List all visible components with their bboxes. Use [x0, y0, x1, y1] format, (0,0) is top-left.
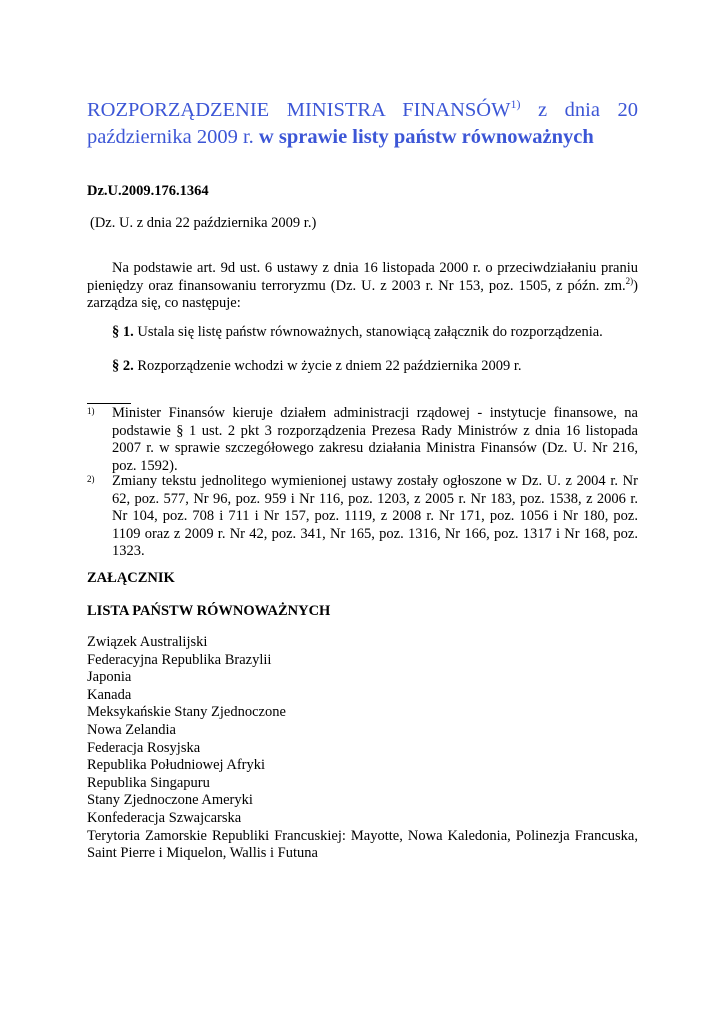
footnote-2-text: Zmiany tekstu jednolitego wymienionej ustawy zostały ogłoszone w Dz. U. z 2004 r. Nr 62, poz. 577, Nr 96, poz. 959 i Nr 116, poz. 1203, z 2005 r. Nr 183, poz. 1538, z 2006 r. Nr 104, poz. 708 i 711 i Nr 157, poz. 1119, z 2008 r. Nr 171, poz. 1056 i Nr 180, poz. 1109 oraz z 2009 r. Nr 42, poz. 341, Nr 165, poz. 1316, Nr 166, poz. 1317 i Nr 168, poz. 1323. — [112, 473, 638, 559]
section-2 — [112, 358, 521, 375]
list-item: Kanada — [87, 686, 132, 703]
list-item: Federacja Rosyjska — [87, 739, 201, 756]
list-item: Stany Zjednoczone Ameryki — [87, 792, 253, 809]
journal-date: (Dz. U. z dnia 22 października 2009 r.) — [90, 215, 317, 231]
legal-basis-footnote-ref: 2) — [625, 275, 634, 286]
list-item: Meksykańskie Stany Zjednoczone — [87, 704, 286, 721]
footnote-divider — [87, 403, 131, 404]
footnote-1-mark: 1) — [87, 406, 95, 416]
journal-reference: Dz.U.2009.176.1364 — [87, 183, 209, 199]
list-item: Nowa Zelandia — [87, 721, 176, 738]
country-list — [87, 634, 638, 863]
footnote-1 — [87, 405, 638, 475]
list-item: Związek Australijski — [87, 634, 208, 650]
legal-basis-tail: ) zarządza się, co następuje: — [87, 277, 638, 311]
list-item: Federacyjna Republika Brazylii — [87, 651, 272, 668]
title-footnote-ref: 1) — [510, 97, 521, 112]
list-item: Terytoria Zamorskie Republiki Francuskiej: Mayotte, Nowa Kaledonia, Polinezja Francuska, Saint Pierre i Miquelon, Wallis i Futuna — [87, 827, 638, 862]
footnote-1-text: Minister Finansów kieruje działem administracji rządowej - instytucje finansowe, na podstawie § 1 ust. 2 pkt 3 rozporządzenia Prezesa Rady Ministrów z dnia 16 listopada 2007 r. w sprawie szczegółowego zakresu działania Ministra Finansów (Dz. U. Nr 216, poz. 1592). — [112, 405, 638, 474]
legal-basis-paragraph — [87, 260, 638, 313]
document-title — [87, 97, 638, 151]
annex-heading: ZAŁĄCZNIK — [87, 570, 175, 586]
list-item: Republika Południowej Afryki — [87, 757, 266, 774]
title-main: ROZPORZĄDZENIE MINISTRA FINANSÓW — [87, 99, 511, 121]
title-subject: w sprawie listy państw równoważnych — [253, 126, 594, 148]
annex-list-title: LISTA PAŃSTW RÓWNOWAŻNYCH — [87, 603, 331, 619]
footnote-2-mark: 2) — [87, 474, 95, 484]
section-2-label: § 2. — [112, 358, 134, 374]
section-1 — [112, 324, 603, 341]
list-item: Republika Singapuru — [87, 774, 210, 791]
list-item: Konfederacja Szwajcarska — [87, 809, 242, 826]
section-1-text: Ustala się listę państw równoważnych, stanowiącą załącznik do rozporządzenia. — [133, 324, 603, 340]
footnote-2 — [87, 473, 638, 561]
section-2-text: Rozporządzenie wchodzi w życie z dniem 22 października 2009 r. — [133, 358, 522, 374]
list-item: Japonia — [87, 669, 132, 686]
section-1-label: § 1. — [112, 324, 134, 340]
legal-basis-text: Na podstawie art. 9d ust. 6 ustawy z dnia 16 listopada 2000 r. o przeciwdziałaniu praniu pieniędzy oraz finansowaniu terroryzmu (Dz. U. z 2003 r. Nr 153, poz. 1505, z późn. zm. — [87, 260, 638, 294]
title-date: z dnia 20 października 2009 r. — [87, 99, 638, 148]
